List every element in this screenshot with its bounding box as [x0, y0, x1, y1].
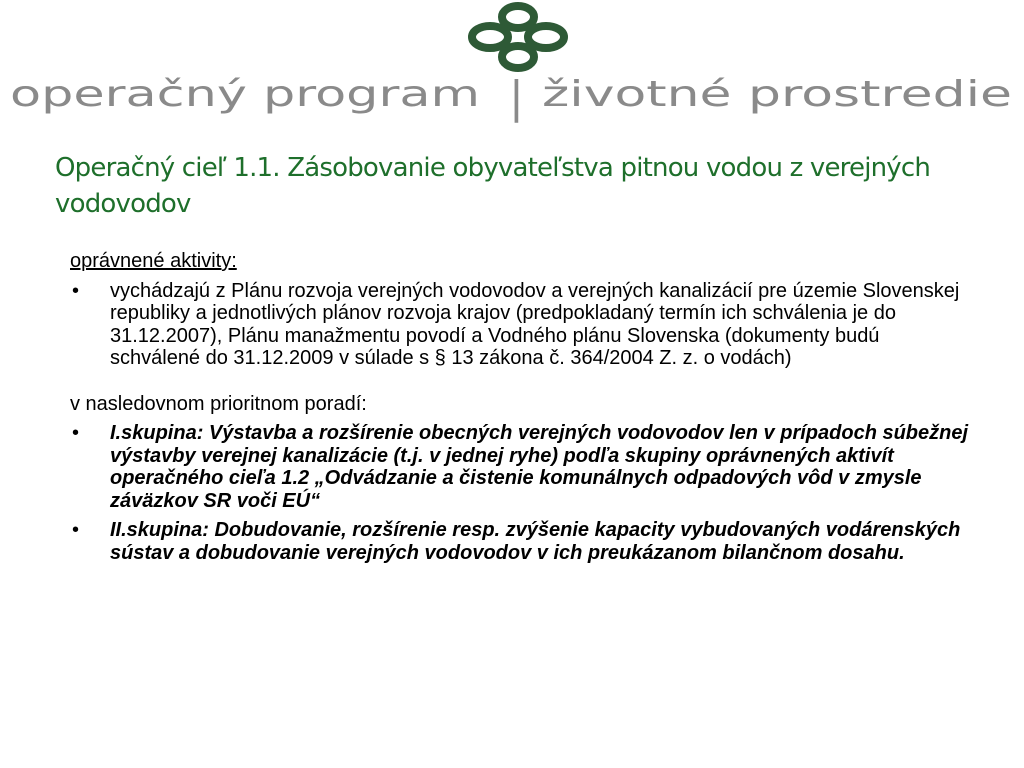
- logo-wordmark: [10, 68, 1014, 128]
- clover-logo-icon: [466, 2, 570, 72]
- list-item-text: II.skupina: Dobudovanie, rozšírenie resp. zvýšenie kapacity vybudovaných vodárenských sústav a dobudovanie verejných vodovodov v ich preukázanom bilančnom dosahu.: [110, 519, 961, 564]
- slide-body: [70, 250, 970, 571]
- section-heading-eligible-activities: oprávnené aktivity:: [70, 250, 237, 272]
- bullet-icon: •: [72, 422, 80, 444]
- eligible-activities-list: [70, 280, 970, 370]
- slide-title: Operačný cieľ 1.1. Zásobovanie obyvateľstva pitnou vodou z verejných vodovodov: [55, 153, 931, 219]
- logo-text-right: životné prostredie: [542, 74, 1012, 115]
- logo: [0, 0, 1024, 130]
- list-item: [70, 519, 970, 564]
- list-item-text: vychádzajú z Plánu rozvoja verejných vodovodov a verejných kanalizácií pre územie Slovenskej republiky a jednotlivých plánov rozvoja krajov (predpokladaný termín ich schválenia je do 31.12.2007), Plánu manažmentu povodí a Vodného plánu Slovenska (dokumenty budú schválené do 31.12.2009 v súlade s § 13 zákona č. 364/2004 Z. z. o vodách): [110, 279, 960, 369]
- bullet-icon: •: [72, 279, 80, 302]
- bullet-icon: •: [72, 519, 80, 541]
- list-item: [70, 422, 970, 512]
- section-heading-priority-order: v nasledovnom prioritnom poradí:: [70, 392, 367, 415]
- logo-text-left: operačný program: [10, 74, 480, 115]
- priority-groups-list: [70, 422, 970, 564]
- list-item-text: I.skupina: Výstavba a rozšírenie obecných verejných vodovodov len v prípadoch súbežnej výstavby verejnej kanalizácie (t.j. v jednej ryhe) podľa skupiny oprávnených aktivít operačného cieľa 1.2 „Odvádzanie a čistenie komunálnych odpadových vôd v zmysle záväzkov SR voči EÚ“: [110, 422, 969, 512]
- logo-separator: |: [509, 72, 524, 123]
- list-item: [70, 280, 970, 370]
